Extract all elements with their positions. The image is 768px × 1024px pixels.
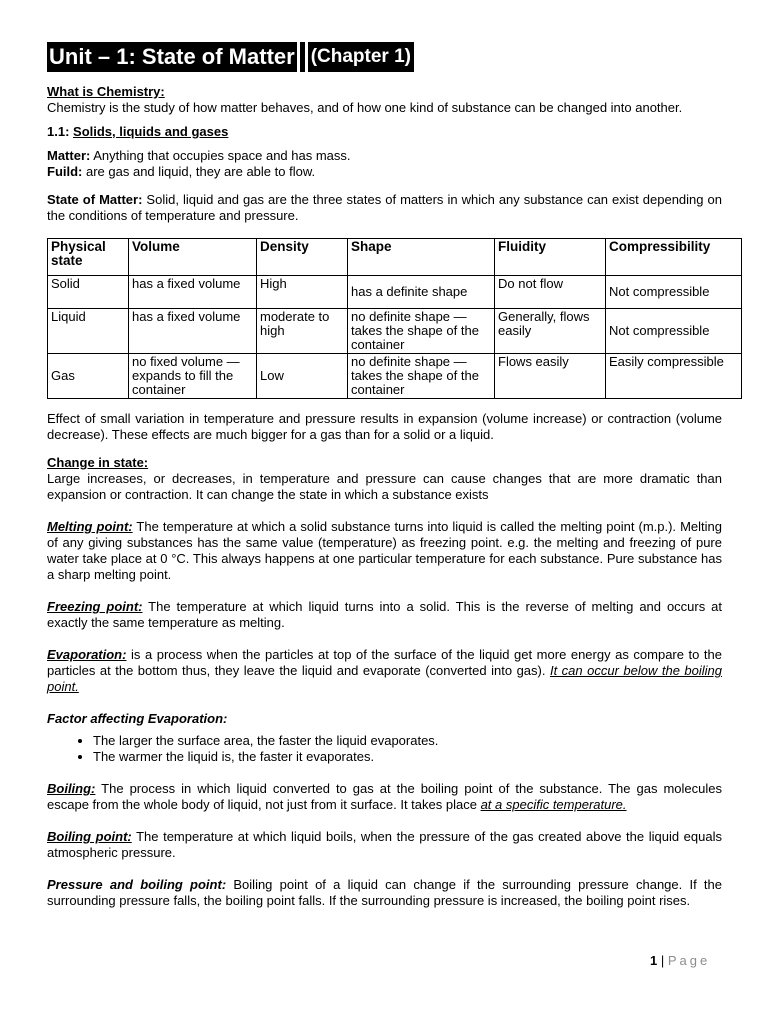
unit-title: Unit – 1: State of Matter	[47, 42, 297, 72]
table-cell: no definite shape — takes the shape of the container	[348, 354, 495, 399]
table-header-cell: Compressibility	[606, 239, 742, 276]
states-table	[47, 238, 742, 399]
what-is-text: Chemistry is the study of how matter behaves, and of how one kind of substance can be changed into another.	[47, 100, 683, 115]
factor-list	[47, 733, 722, 765]
change-heading: Change in state:	[47, 455, 149, 470]
table-header-cell: Density	[257, 239, 348, 276]
table-cell: Liquid	[48, 309, 129, 354]
page-footer	[650, 953, 710, 968]
melting-point-paragraph: Melting point: The temperature at which a solid substance turns into liquid is called the melting point (m.p.). Melting of any giving substances has the same value (temperature) as freezing point. e.g. the melting and freezing of pure water take place at 0 °C. This always happens at one particular temperature for each substance. Pure substance has a sharp melting point.	[47, 519, 722, 582]
table-header-cell: Volume	[129, 239, 257, 276]
table-cell: has a definite shape	[348, 276, 495, 309]
evaporation-paragraph: Evaporation: is a process when the particles at top of the surface of the liquid get more energy as compare to the particles at the bottom thus, they leave the liquid and evaporate (converted into gas). It can occur below the boiling point.	[47, 647, 722, 694]
table-cell: has a fixed volume	[129, 309, 257, 354]
table-cell: moderate to high	[257, 309, 348, 354]
table-cell: has a fixed volume	[129, 276, 257, 309]
table-header-row	[48, 239, 742, 276]
document-page	[47, 42, 722, 909]
table-header-cell: Shape	[348, 239, 495, 276]
list-item: • The warmer the liquid is, the faster it evaporates.	[93, 749, 722, 765]
boiling-point-paragraph: Boiling point: The temperature at which liquid boils, when the pressure of the gas created above the liquid equals atmospheric pressure.	[47, 829, 722, 860]
table-cell: Solid	[48, 276, 129, 309]
list-item: • The larger the surface area, the faster the liquid evaporates.	[93, 733, 722, 749]
what-is-heading: What is Chemistry:	[47, 84, 165, 99]
fluid-definition: Fuild: are gas and liquid, they are able to flow.	[47, 164, 316, 179]
text-cursor	[300, 42, 305, 72]
effect-paragraph: Effect of small variation in temperature and pressure results in expansion (volume increase) or contraction (volume decrease). These effects are much bigger for a gas than for a solid or a liquid.	[47, 411, 722, 442]
chapter-label: (Chapter 1)	[308, 42, 414, 72]
table-cell: Not compressible	[606, 309, 742, 354]
freezing-point-paragraph: Freezing point: The temperature at which liquid turns into a solid. This is the reverse of melting and occurs at exactly the same temperature as melting.	[47, 599, 722, 630]
factor-heading: Factor affecting Evaporation:	[47, 711, 228, 726]
boiling-paragraph: Boiling: The process in which liquid converted to gas at the boiling point of the substance. The gas molecules escape from the whole body of liquid, not just from it surface. It takes place at a specific temperature.	[47, 781, 722, 812]
page-number: 1	[650, 953, 658, 968]
section-heading: 1.1: Solids, liquids and gases	[47, 124, 229, 139]
table-header-cell: Fluidity	[495, 239, 606, 276]
table-header-cell: Physical state	[48, 239, 129, 276]
table-row	[48, 276, 742, 309]
table-cell: Gas	[48, 354, 129, 399]
table-row	[48, 354, 742, 399]
matter-definition: Matter: Anything that occupies space and has mass.	[47, 148, 351, 163]
table-cell: Not compressible	[606, 276, 742, 309]
state-definition: State of Matter: Solid, liquid and gas are the three states of matters in which any substance can exist depending on the conditions of temperature and pressure.	[47, 192, 722, 223]
table-cell: no definite shape — takes the shape of the container	[348, 309, 495, 354]
table-cell: no fixed volume — expands to fill the container	[129, 354, 257, 399]
page-label: Page	[667, 953, 711, 968]
change-text: Large increases, or decreases, in temperature and pressure can cause changes that are more dramatic than expansion or contraction. It can change the state in which a substance exists	[47, 471, 722, 502]
table-cell: High	[257, 276, 348, 309]
table-cell: Flows easily	[495, 354, 606, 399]
table-cell: Easily compressible	[606, 354, 742, 399]
table-cell: Generally, flows easily	[495, 309, 606, 354]
table-cell: Low	[257, 354, 348, 399]
table-cell: Do not flow	[495, 276, 606, 309]
page-title	[47, 42, 722, 72]
footer-separator: |	[657, 953, 668, 968]
table-row	[48, 309, 742, 354]
pressure-paragraph: Pressure and boiling point: Boiling point of a liquid can change if the surrounding pressure change. If the surrounding pressure falls, the boiling point falls. If the surrounding pressure is increased, the boiling point rises.	[47, 877, 722, 908]
